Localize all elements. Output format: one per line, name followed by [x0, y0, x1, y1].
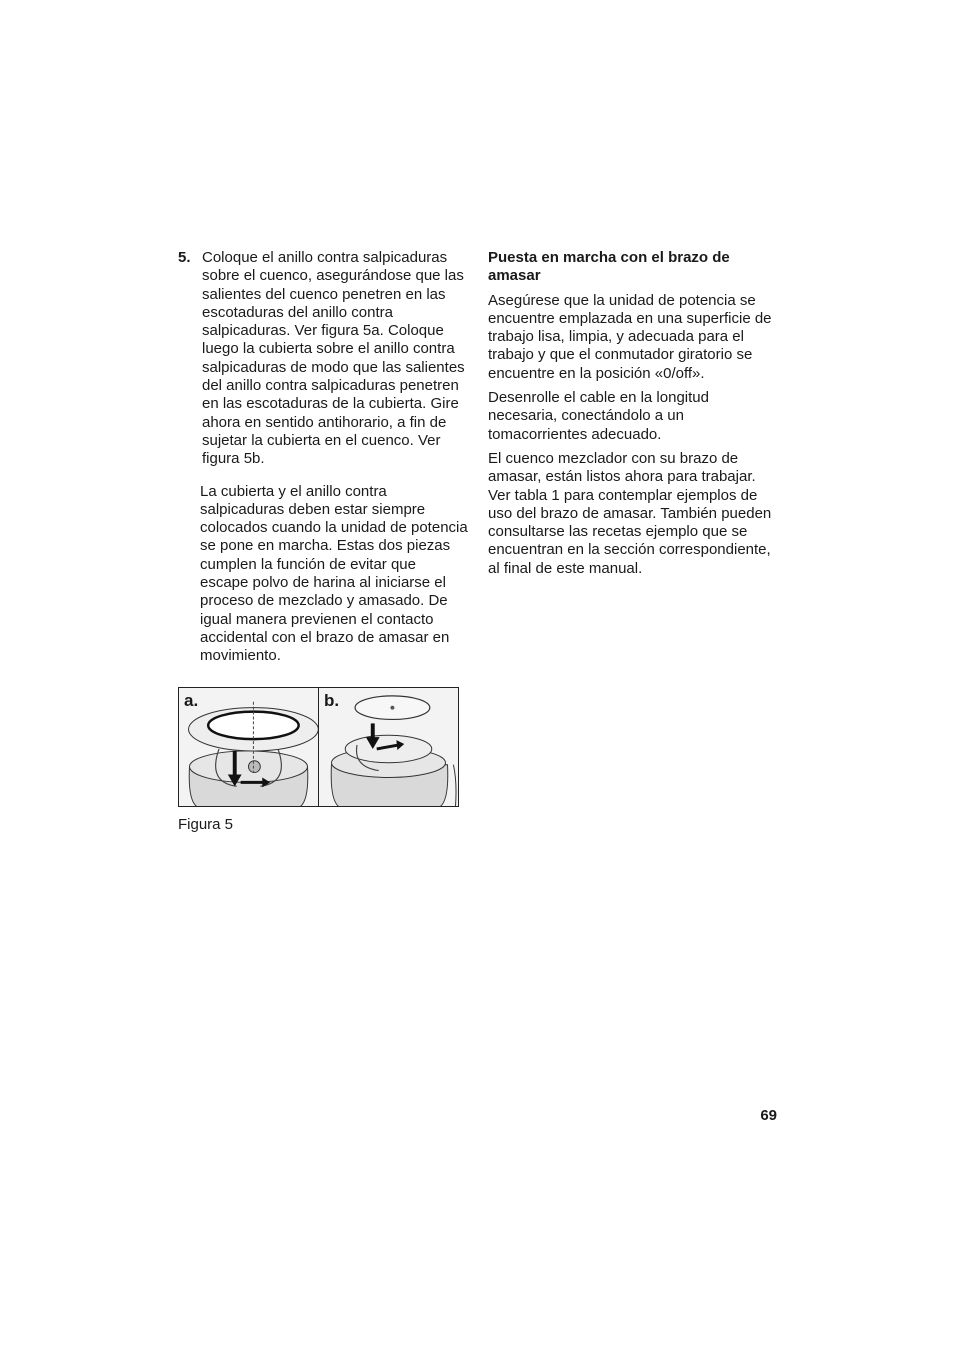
- figure-caption: Figura 5: [178, 816, 234, 833]
- figure-5: [178, 687, 459, 807]
- section-heading: Puesta en marcha con el brazo de amasar: [488, 249, 730, 285]
- left-column: [178, 249, 468, 666]
- bowl-lid-illustration: [319, 688, 458, 806]
- page-number: 69: [760, 1107, 777, 1124]
- section-paragraph-2: Desenrolle el cable en la longitud necesaria, conectándolo a un tomacorrientes adecuado.: [488, 389, 709, 443]
- section-paragraph-1: Asegúrese que la unidad de potencia se encuentre emplazada en una superficie de trabajo lisa, limpia, y adecuada para el trabajo y que el conmutador giratorio se encuentre en la posición «0/off».: [488, 291, 772, 382]
- figure-panel-a: [179, 688, 318, 806]
- panel-a-label: a.: [184, 691, 199, 710]
- bowl-splash-ring-illustration: [179, 688, 318, 806]
- step-note: La cubierta y el anillo contra salpicaduras deben estar siempre colocados cuando la unidad de potencia se pone en marcha. Estas dos piezas cumplen la función de evitar que escape polvo de harina al iniciarse el proceso de mezclado y amasado. De igual manera previenen el contacto accidental con el brazo de amasar en movimiento.: [200, 482, 468, 665]
- section-paragraph-3: El cuenco mezclador con su brazo de amasar, están listos ahora para trabajar. Ver tabla 1 para contemplar ejemplos de uso del brazo de amasar. También pueden consultarse las recetas ejemplo que se encuentran en la sección correspondiente, al final de este manual.: [488, 449, 772, 577]
- step-number: 5.: [178, 249, 191, 266]
- panel-b-label: b.: [324, 691, 340, 710]
- step-5: [178, 249, 468, 469]
- figure-panel-b: [318, 688, 458, 806]
- right-column: [488, 249, 780, 584]
- step-text: Coloque el anillo contra salpicaduras sobre el cuenco, asegurándose que las salientes del cuenco penetren en las escotaduras del anillo contra salpicaduras. Ver figura 5a. Coloque luego la cubierta sobre el anillo contra salpicaduras de modo que las salientes del anillo contra salpicaduras penetren en las escotaduras de la cubierta. Gire ahora en sentido antihorario, a fin de sujetar la cubierta en el cuenco. Ver figura 5b.: [202, 249, 465, 468]
